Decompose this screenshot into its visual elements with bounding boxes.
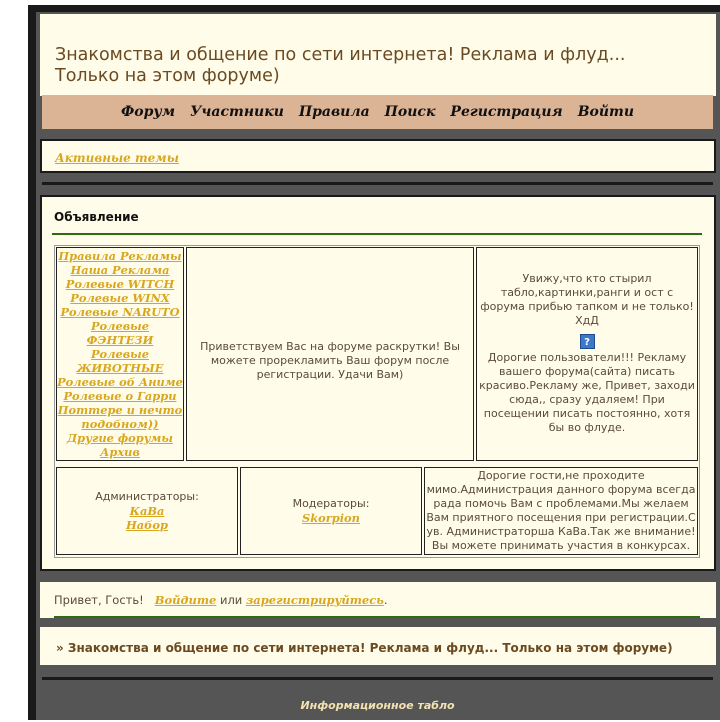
guest-panel [40, 582, 716, 618]
breadcrumb[interactable]: » Знакомства и общение по сети интернета! Реклама и флуд... Только на этом форуме) [56, 641, 673, 655]
login-link[interactable]: Войдите [154, 593, 217, 607]
link-animals[interactable]: Ролевые ЖИВОТНЫЕ [76, 347, 164, 375]
link-naruto[interactable]: Ролевые NARUTO [60, 305, 180, 319]
greeting-text: Привет, Гость! [54, 593, 144, 607]
mods-block [242, 497, 420, 525]
active-topics-panel [40, 139, 716, 173]
mod-skorpion[interactable]: Skorpion [302, 511, 360, 525]
link-witch[interactable]: Ролевые WITCH [65, 277, 175, 291]
main-nav [42, 95, 713, 129]
link-ad-rules[interactable]: Правила Рекламы [58, 249, 182, 263]
link-other-forums[interactable]: Другие форумы [67, 431, 173, 445]
separator-bar [42, 129, 713, 139]
heading-divider [52, 233, 702, 235]
admins-label: Администраторы: [95, 490, 199, 503]
nav-login[interactable]: Войти [577, 104, 635, 120]
notice-text-top: Увижу,что кто стырил табло,картинки,ранги и ост с форума прибью тапком и не только! ХдД [480, 272, 694, 327]
header-panel [40, 14, 716, 96]
link-our-ads[interactable]: Наша Реклама [70, 263, 170, 277]
or-text: или [219, 593, 243, 607]
notice-text-bottom: Дорогие пользователи!!! Рекламу вашего форума(сайта) писать красиво.Рекламу же, Привет, заходи сюда,, сразу удаляем! При посещении писать постоянно, хотя бы во флуде. [479, 351, 695, 434]
admin-kava[interactable]: КаВа [129, 504, 165, 518]
site-title: Знакомства и общение по сети интернета! Реклама и флуд... Только на этом форуме) [55, 45, 626, 86]
separator-line [42, 182, 713, 185]
separator-bar [42, 618, 713, 627]
nav-register[interactable]: Регистрация [450, 104, 563, 120]
link-harry-potter[interactable]: Ролевые о Гарри Поттере и нечто подобном)) [57, 389, 183, 431]
separator-line [42, 677, 713, 680]
guests-note: Дорогие гости,не проходите мимо.Администрация данного форума всегда рада помочь Вам с проблемами.Мы желаем Вам приятного посещения при регистрации.С ув. Администраторша КаВа.Так же внимание! Вы можете принимать участия в конкурсах. [426, 469, 696, 552]
info-board-header [42, 690, 713, 720]
link-fantasy[interactable]: Ролевые ФЭНТЕЗИ [86, 319, 154, 347]
announcement-heading: Объявление [54, 210, 139, 224]
admin-recruit[interactable]: Набор [126, 518, 168, 532]
greeting-dot: . [383, 593, 388, 607]
active-topics-link[interactable]: Активные темы [55, 151, 179, 165]
breadcrumb-panel [40, 627, 716, 665]
separator-bar [42, 571, 713, 582]
info-board-title: Информационное табло [300, 699, 455, 712]
nav-search[interactable]: Поиск [384, 104, 436, 120]
nav-forum[interactable]: Форум [120, 104, 176, 120]
nav-members[interactable]: Участники [190, 104, 284, 120]
announcement-links [57, 249, 183, 459]
link-anime[interactable]: Ролевые об Аниме [57, 375, 183, 389]
link-archive[interactable]: Архив [100, 445, 140, 459]
welcome-text: Приветствуем Вас на форуме раскрутки! Вы можете прорекламить Ваш форум после регистрации. Удачи Вам) [200, 340, 460, 381]
link-winx[interactable]: Ролевые WINX [70, 291, 170, 305]
nav-rules[interactable]: Правила [298, 104, 370, 120]
mods-label: Модераторы: [292, 497, 370, 510]
question-icon: ? [580, 334, 595, 349]
help-icon[interactable] [579, 330, 595, 346]
guest-greeting [54, 593, 388, 607]
register-link[interactable]: зарегистрируйтесь [245, 593, 384, 607]
admins-block [58, 490, 236, 532]
